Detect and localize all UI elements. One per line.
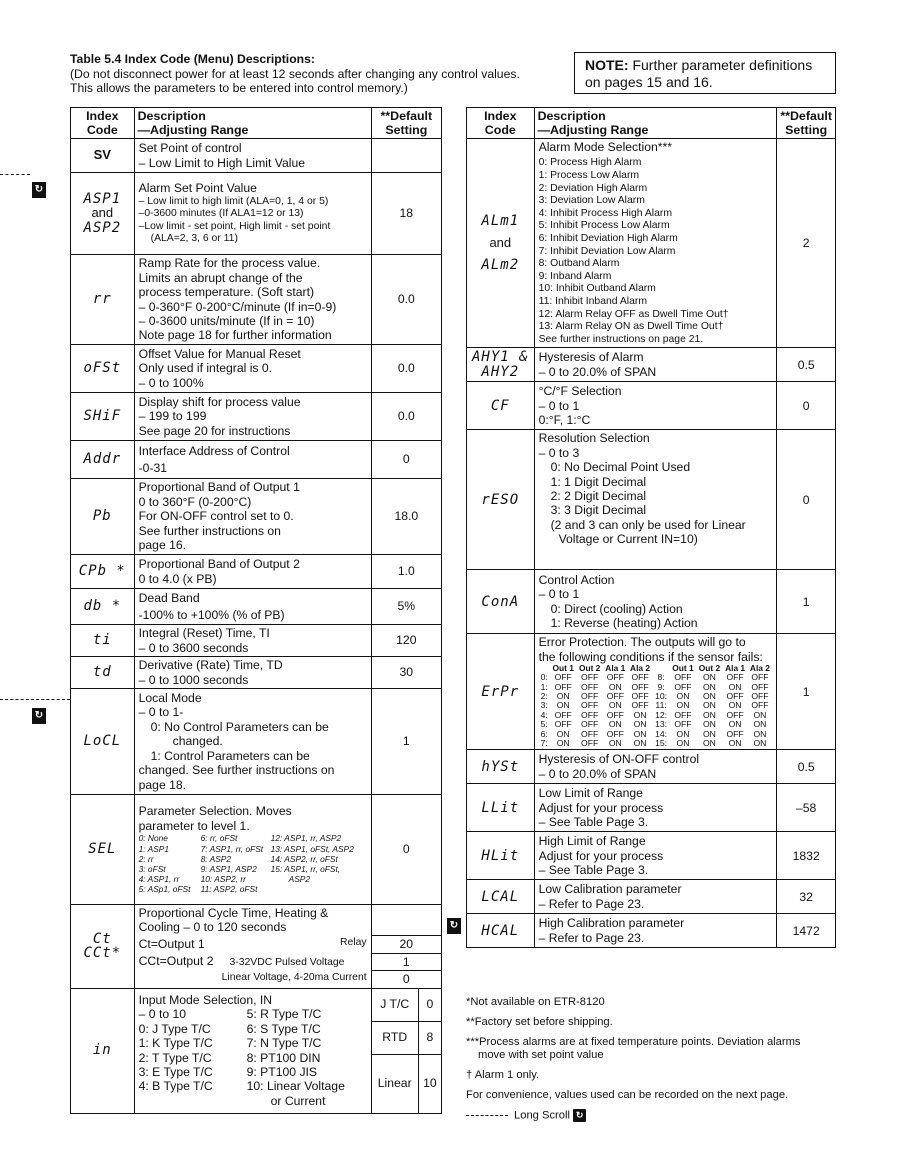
table-row: [71, 625, 442, 657]
error-protection-cell: OFF: [606, 690, 624, 701]
error-protection-cell: OFF: [606, 728, 624, 739]
header-line-1: (Do not disconnect power for at least 12 seconds after changing any control values.: [70, 66, 520, 81]
index-code: Addr: [71, 441, 135, 479]
long-scroll-icon: ↻: [447, 918, 461, 934]
error-protection-cell: OFF: [554, 709, 572, 720]
error-protection-cell: OFF: [606, 672, 624, 683]
index-code: ti: [71, 625, 135, 657]
error-protection-cell: ON: [703, 719, 716, 730]
error-protection-cell: OFF: [631, 700, 649, 711]
default-setting: 0: [371, 971, 441, 988]
default-setting: 30: [371, 657, 441, 689]
error-protection-cell: ON: [676, 737, 690, 748]
description: Local Mode – 0 to 1- 0: No Control Parameters can be changed. 1: Control Parameters can be changed. See further instructions on page 18.: [134, 689, 371, 795]
index-code: oFSt: [71, 345, 135, 393]
index-code: LCAL: [467, 880, 535, 914]
index-code: rESO: [467, 430, 535, 570]
table-row: [467, 634, 836, 750]
index-code: SV: [71, 139, 135, 173]
default-setting: 1: [777, 634, 836, 750]
error-protection-cell: ON: [703, 728, 716, 739]
error-protection-cell: 0:: [540, 672, 548, 683]
col-index-header: Index Code: [71, 108, 135, 139]
table-row: [467, 784, 836, 832]
error-protection-cell: OFF: [554, 672, 572, 683]
error-protection-cell: OFF: [606, 709, 624, 720]
table-row: [467, 880, 836, 914]
default-setting: 1.0: [371, 555, 441, 589]
default-setting: 0: [371, 441, 441, 479]
error-protection-cell: OFF: [554, 681, 572, 692]
error-protection-cell: 15:: [655, 737, 668, 748]
description: Display shift for process value – 199 to 199 See page 20 for instructions: [134, 393, 371, 441]
error-protection-cell: 8:: [657, 672, 665, 683]
footnote: *Not available on ETR-8120: [466, 996, 605, 1008]
index-code: HLit: [467, 832, 535, 880]
description: Ramp Rate for the process value. Limits an abrupt change of the process temperature. (Soft start) – 0-360°F 0-200°C/minute (If in=0-9) – 0-3600 units/minute (If in = 10) Note page 18 for further information: [134, 255, 371, 345]
error-protection-cell: OFF: [554, 719, 572, 730]
error-protection-cell: ON: [608, 719, 622, 730]
table-row: [71, 589, 442, 625]
default-setting: 18: [371, 173, 441, 255]
default-setting: [371, 139, 441, 173]
default-setting: 0.0: [371, 345, 441, 393]
error-protection-cell: OFF: [751, 672, 769, 683]
error-protection-cell: OFF: [581, 728, 599, 739]
error-protection-cell: 14:: [655, 728, 668, 739]
default-setting: 32: [777, 880, 836, 914]
description: Error Protection. The outputs will go to the following conditions if the sensor fails: Out 1 Out 2 Ala 1 Ala 2 Out 1 Out 2 Ala 1 Ala 2 0: OFF OFF OFF OFF 8: OFF ON OFF OFF 1: OFF OFF ON OFF 9: OFF ON ON OFF 2: ON OFF OFF OFF 10: ON ON OFF OFF 3: ON OFF ON OFF 11: ON ON ON OFF 4: OFF OFF OFF ON 12: OFF ON OFF ON 5: OFF OFF ON ON 13: OFF ON ON ON 6: ON OFF OFF ON 14: ON ON OFF ON 7: ON OFF ON ON 15: ON ON ON ON: [534, 634, 777, 750]
index-code: hYSt: [467, 750, 535, 784]
table-row: Linear Voltage, 4-20ma Current 0: [71, 971, 442, 988]
input-type: J T/C: [371, 988, 418, 1021]
default-setting: –58: [777, 784, 836, 832]
description: Offset Value for Manual Reset Only used if integral is 0. – 0 to 100%: [134, 345, 371, 393]
description: Input Mode Selection, IN – 0 to 10 5: R Type T/C 0: J Type T/C 6: S Type T/C 1: K Type T/C 7: N Type T/C 2: T Type T/C 8: PT100 DIN 3: E Type T/C 9: PT100 JIS 4: B Type T/C 10: Linear Voltage or Current: [134, 988, 371, 1113]
description: Proportional Band of Output 1 0 to 360°F (0-200°C) For ON-OFF control set to 0. See further instructions on page 16.: [134, 479, 371, 555]
description: High Limit of Range Adjust for your process – See Table Page 3.: [534, 832, 777, 880]
footnote: † Alarm 1 only.: [466, 1069, 540, 1081]
description: Low Limit of Range Adjust for your process – See Table Page 3.: [534, 784, 777, 832]
description: Set Point of control – Low Limit to High Limit Value: [134, 139, 371, 173]
default-setting: 0.0: [371, 393, 441, 441]
header-line-2: This allows the parameters to be entered into control memory.): [70, 81, 408, 95]
error-protection-cell: ON: [703, 690, 716, 701]
index-code: rr: [71, 255, 135, 345]
default-setting: 0: [777, 430, 836, 570]
error-protection-cell: ON: [608, 737, 622, 748]
table-header-row: [467, 108, 836, 139]
description: Low Calibration parameter – Refer to Page 23.: [534, 880, 777, 914]
index-code: LLit: [467, 784, 535, 832]
error-protection-cell: ON: [556, 737, 570, 748]
table-row: [467, 430, 836, 570]
error-protection-cell: OFF: [581, 690, 599, 701]
default-setting: 8: [418, 1021, 441, 1054]
index-code: Pb: [71, 479, 135, 555]
col-index-header: Index Code: [467, 108, 535, 139]
index-code: Ct CCt*: [71, 905, 135, 989]
table-row: [71, 905, 442, 936]
long-scroll-icon: ↻: [32, 708, 46, 724]
default-setting: 10: [418, 1054, 441, 1113]
description: Alarm Mode Selection*** 0: Process High Alarm 1: Process Low Alarm 2: Deviation High Alarm 3: Deviation Low Alarm 4: Inhibit Process High Alarm 5: Inhibit Process Low Alarm 6: Inhibit Deviation High Alarm 7: Inhibit Deviation Low Alarm 8: Outband Alarm 9: Inband Alarm 10: Inhibit Outband Alarm 11: Inhibit Inband Alarm 12: Alarm Relay OFF as Dwell Time Out† 13: Alarm Relay ON as Dwell Time Out† See further instructions on page 21.: [534, 139, 777, 348]
error-protection-cell: OFF: [726, 672, 744, 683]
error-protection-cell: 1:: [540, 681, 548, 692]
error-protection-cell: OFF: [726, 728, 744, 739]
index-code: ConA: [467, 570, 535, 634]
table-row: [71, 988, 442, 1021]
table-row: [71, 689, 442, 795]
footnote: **Factory set before shipping.: [466, 1016, 613, 1028]
error-protection-cell: ON: [556, 700, 570, 711]
description: Interface Address of Control -0-31: [134, 441, 371, 479]
error-protection-cell: ON: [633, 709, 647, 720]
error-protection-cell: OFF: [581, 737, 599, 748]
col-description-header: Description —Adjusting Range: [534, 108, 777, 139]
default-setting: 1832: [777, 832, 836, 880]
description: Hysteresis of Alarm – 0 to 20.0% of SPAN: [534, 348, 777, 382]
error-protection-cell: 3:: [540, 700, 548, 711]
error-protection-cell: OFF: [631, 672, 649, 683]
error-protection-cell: ON: [676, 728, 690, 739]
table-row: [467, 570, 836, 634]
long-scroll-icon: ↻: [573, 1109, 586, 1122]
error-protection-cell: ON: [703, 700, 716, 711]
error-protection-cell: ON: [676, 690, 690, 701]
index-code: in: [71, 988, 135, 1113]
error-protection-cell: ON: [676, 700, 690, 711]
index-code: CPb *: [71, 555, 135, 589]
description: Proportional Cycle Time, Heating & Cooling – 0 to 120 seconds: [134, 905, 371, 936]
default-setting: 1: [777, 570, 836, 634]
error-protection-cell: 12:: [655, 709, 668, 720]
right-parameter-table: [466, 107, 836, 948]
index-code: db *: [71, 589, 135, 625]
error-protection-cell: ON: [633, 728, 647, 739]
default-setting: 1: [371, 689, 441, 795]
error-protection-cell: ON: [556, 690, 570, 701]
table-row: [467, 914, 836, 948]
table-row: [71, 657, 442, 689]
error-protection-cell: ON: [608, 681, 622, 692]
table-title: Table 5.4 Index Code (Menu) Descriptions:: [70, 52, 315, 66]
default-setting: 0.5: [777, 750, 836, 784]
default-setting: 0: [371, 795, 441, 905]
table-row: [71, 139, 442, 173]
error-protection-cell: ON: [753, 728, 767, 739]
error-protection-cell: OFF: [581, 681, 599, 692]
default-setting: 5%: [371, 589, 441, 625]
description: Resolution Selection – 0 to 3 0: No Decimal Point Used 1: 1 Digit Decimal 2: 2 Digit Decimal 3: 3 Digit Decimal (2 and 3 can only be used for Linear Voltage or Current IN=10): [534, 430, 777, 570]
default-setting: 120: [371, 625, 441, 657]
col-description-header: Description —Adjusting Range: [134, 108, 371, 139]
error-protection-cell: 7:: [540, 737, 548, 748]
input-type: Linear: [371, 1054, 418, 1113]
default-setting: 20: [371, 936, 441, 953]
error-protection-cell: ON: [728, 681, 742, 692]
error-protection-row: [539, 739, 773, 748]
index-code: td: [71, 657, 135, 689]
error-protection-cell: OFF: [581, 709, 599, 720]
error-protection-cell: ON: [703, 681, 716, 692]
table-row: [467, 750, 836, 784]
error-protection-cell: ON: [753, 709, 767, 720]
error-protection-cell: ON: [703, 709, 716, 720]
description: Proportional Band of Output 2 0 to 4.0 (x PB): [134, 555, 371, 589]
index-code: SEL: [71, 795, 135, 905]
index-code: AHY1 & AHY2: [467, 348, 535, 382]
note-line-1: Further parameter definitions: [628, 57, 813, 73]
table-row: [71, 255, 442, 345]
error-protection-cell: 11:: [655, 700, 667, 711]
error-protection-cell: OFF: [726, 690, 744, 701]
table-row: [467, 139, 836, 348]
index-code: CF: [467, 382, 535, 430]
index-code: ErPr: [467, 634, 535, 750]
footnotes: [466, 996, 846, 1129]
error-protection-cell: ON: [728, 719, 742, 730]
table-row: [467, 348, 836, 382]
error-protection-cell: ON: [728, 737, 742, 748]
description: Parameter Selection. Moves parameter to level 1. 0: None 6: rr, oFSt 12: ASP1, rr, ASP2 1: ASP1 7: ASP1, rr, oFSt 13: ASP1, oFSt, ASP2 2: rr 8: ASP2 14: ASP2, rr, oFSt 3: oFSt 9: ASP1, ASP2 15: ASP1, rr, oFSt, 4: ASP1, rr 10: ASP2, rr ASP2 5: ASp1, oFSt 11: ASP2, oFSt: [134, 795, 371, 905]
error-protection-cell: OFF: [751, 681, 769, 692]
table-row: [71, 345, 442, 393]
input-type: RTD: [371, 1021, 418, 1054]
description: Hysteresis of ON-OFF control – 0 to 20.0% of SPAN: [534, 750, 777, 784]
col-default-header: **Default Setting: [371, 108, 441, 139]
error-protection-cell: OFF: [751, 690, 769, 701]
index-code: ALm1 and ALm2: [467, 139, 535, 348]
default-setting: 0.0: [371, 255, 441, 345]
error-protection-cell: 2:: [540, 690, 548, 701]
error-protection-table: Out 1 Out 2 Ala 1 Ala 2 Out 1 Out 2 Ala 1 Ala 2 0: OFF OFF OFF OFF 8: OFF ON OFF OFF 1: OFF OFF ON OFF 9: OFF ON ON OFF 2: ON OFF OFF OFF 10: ON ON OFF OFF 3: ON OFF ON OFF 11: ON ON ON OFF 4: OFF OFF OFF ON 12: OFF ON OFF ON 5: OFF OFF ON ON 13: OFF ON ON ON 6: ON OFF OFF ON 14: ON ON OFF ON 7: ON OFF ON ON 15: ON ON ON ON: [539, 664, 773, 748]
error-protection-cell: 5:: [540, 719, 548, 730]
default-setting: 0: [777, 382, 836, 430]
error-protection-cell: OFF: [674, 719, 692, 730]
error-protection-cell: OFF: [631, 690, 649, 701]
table-row: [71, 173, 442, 255]
description: Control Action – 0 to 1 0: Direct (cooling) Action 1: Reverse (heating) Action: [534, 570, 777, 634]
index-code: HCAL: [467, 914, 535, 948]
table-row: Ct=Output 1 Relay 20: [71, 936, 442, 953]
footnote: Long Scroll ↻: [466, 1109, 846, 1122]
error-protection-cell: 10:: [655, 690, 668, 701]
error-protection-cell: ON: [703, 737, 716, 748]
error-protection-cell: OFF: [581, 672, 599, 683]
error-protection-cell: 13:: [655, 719, 668, 730]
error-protection-cell: ON: [556, 728, 570, 739]
table-row: [467, 832, 836, 880]
error-protection-cell: OFF: [631, 681, 649, 692]
description: Alarm Set Point Value – Low limit to high limit (ALA=0, 1, 4 or 5) –0-3600 minutes (If ALA1=12 or 13) –Low limit - set point, High limit - set point (ALA=2, 3, 6 or 11): [134, 173, 371, 255]
error-protection-cell: ON: [633, 719, 647, 730]
default-setting: 18.0: [371, 479, 441, 555]
error-protection-cell: OFF: [726, 709, 744, 720]
error-protection-cell: OFF: [674, 681, 692, 692]
table-row: CCt=Output 2 3-32VDC Pulsed Voltage 1: [71, 953, 442, 970]
table-header-row: [71, 108, 442, 139]
error-protection-cell: 9:: [657, 681, 665, 692]
error-protection-cell: OFF: [674, 709, 692, 720]
error-protection-cell: 4:: [540, 709, 548, 720]
error-protection-cell: ON: [753, 719, 767, 730]
description: °C/°F Selection – 0 to 1 0:°F, 1:°C: [534, 382, 777, 430]
default-setting: 1472: [777, 914, 836, 948]
long-scroll-icon: ↻: [32, 182, 46, 198]
note-line-2: on pages 15 and 16.: [585, 74, 713, 90]
table-header: [70, 52, 520, 96]
left-parameter-table: [70, 107, 442, 1114]
long-scroll-marker: [0, 699, 70, 700]
error-protection-cell: ON: [608, 700, 622, 711]
error-protection-cell: ON: [703, 672, 716, 683]
description: Integral (Reset) Time, TI – 0 to 3600 seconds: [134, 625, 371, 657]
error-protection-cell: ON: [753, 737, 767, 748]
default-setting: 0: [418, 988, 441, 1021]
table-row: [467, 382, 836, 430]
index-code: LoCL: [71, 689, 135, 795]
footnote: ***Process alarms are at fixed temperature points. Deviation alarms move with set point value: [466, 1036, 801, 1061]
long-scroll-marker: [0, 174, 30, 175]
col-default-header: **Default Setting: [777, 108, 836, 139]
selection-options: 0: None 6: rr, oFSt 12: ASP1, rr, ASP2 1: ASP1 7: ASP1, rr, oFSt 13: ASP1, oFSt, ASP2 2: rr 8: ASP2 14: ASP2, rr, oFSt 3: oFSt 9: ASP1, ASP2 15: ASP1, rr, oFSt, 4: ASP1, rr 10: ASP2, rr ASP2 5: ASp1, oFSt 11: ASP2, oFSt: [138, 833, 354, 895]
error-protection-cell: 6:: [540, 728, 548, 739]
note-label: NOTE:: [585, 57, 629, 73]
alarm-mode-options: 0: Process High Alarm 1: Process Low Alarm 2: Deviation High Alarm 3: Deviation Low Alarm 4: Inhibit Process High Alarm 5: Inhibit Process Low Alarm 6: Inhibit Deviation High Alarm 7: Inhibit Deviation Low Alarm 8: Outband Alarm 9: Inband Alarm 10: Inhibit Outband Alarm 11: Inhibit Inband Alarm 12: Alarm Relay OFF as Dwell Time Out† 13: Alarm Relay ON as Dwell Time Out† See further instructions on page 21.: [538, 157, 729, 345]
table-row: [71, 555, 442, 589]
error-protection-cell: ON: [728, 700, 742, 711]
index-code: SHiF: [71, 393, 135, 441]
error-protection-cell: OFF: [674, 672, 692, 683]
description: Dead Band -100% to +100% (% of PB): [134, 589, 371, 625]
footnote: For convenience, values used can be recorded on the next page.: [466, 1089, 789, 1101]
error-protection-cell: OFF: [581, 719, 599, 730]
description: Derivative (Rate) Time, TD – 0 to 1000 seconds: [134, 657, 371, 689]
error-protection-cell: OFF: [751, 700, 769, 711]
description: High Calibration parameter – Refer to Page 23.: [534, 914, 777, 948]
table-row: [71, 441, 442, 479]
error-protection-cell: OFF: [581, 700, 599, 711]
table-row: [71, 479, 442, 555]
default-setting: 1: [371, 953, 441, 970]
default-setting: 2: [777, 139, 836, 348]
error-protection-cell: ON: [633, 737, 647, 748]
table-row: [71, 795, 442, 905]
note-box: [574, 52, 836, 94]
table-row: [71, 393, 442, 441]
default-setting: 0.5: [777, 348, 836, 382]
index-code: ASP1 and ASP2: [71, 173, 135, 255]
